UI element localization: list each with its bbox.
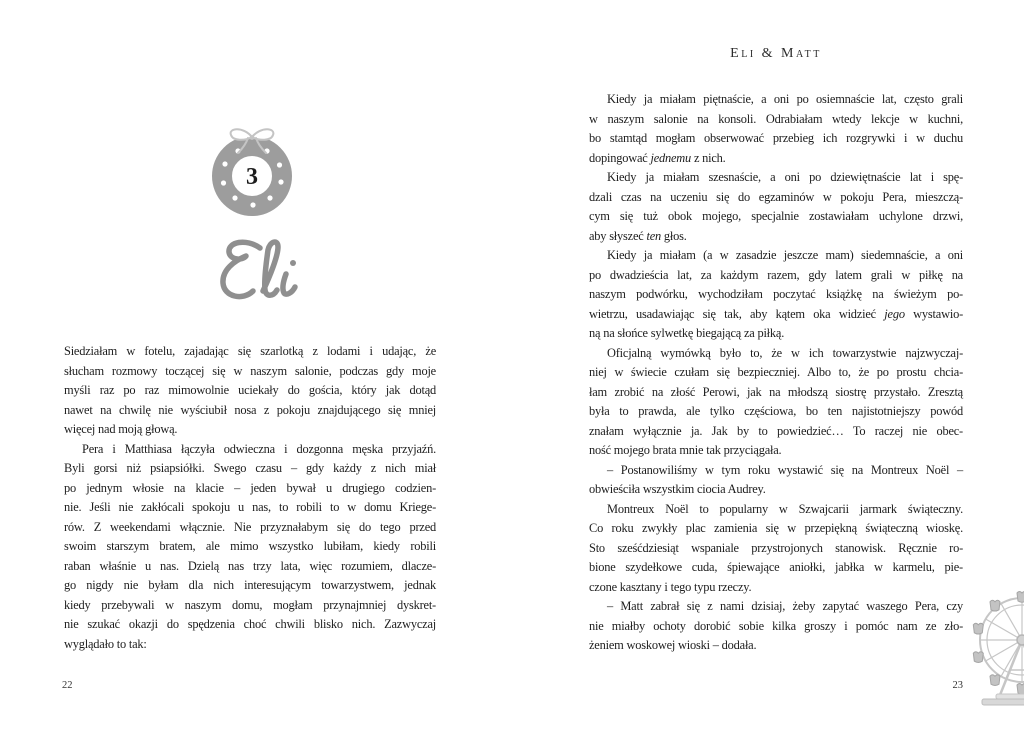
chapter-title-script <box>200 236 304 310</box>
text-line: nie miałby ochoty dorobić sobie kilka groszy i pomóc nam ze zło- <box>589 618 963 633</box>
text-line: żeniem woskowej wioski – dodała. <box>589 638 757 652</box>
text-line: – Postanowiliśmy w tym roku wystawić się na Montreux Noël – <box>607 462 963 477</box>
text-line: bo stamtąd mogłam obserwować przebieg ich rozgrywki i w duchu <box>589 131 963 145</box>
text-line: Byli gorsi niż psiapsiółki. Swego czasu – gdy każdy z nich miał <box>64 461 436 475</box>
page-number-left: 22 <box>62 680 73 691</box>
right-page-text <box>589 90 963 656</box>
text-line: była to prawda, ale tylko częściowa, bo ten najistotniejszy powód <box>589 404 963 418</box>
text-line: Montreux Noël to popularny w Szwajcarii jarmark świąteczny. <box>607 501 963 516</box>
text-line: dopingować jednemu z nich. <box>589 150 726 165</box>
paragraph <box>589 597 963 656</box>
text-line: nie szukać okazji do spędzenia choć chwili blisko nich. Zazwyczaj <box>64 617 436 631</box>
text-line: – Matt zabrał się z nami dzisiaj, żeby zapytać waszego Pera, czy <box>607 599 963 613</box>
text-line: aby słyszeć ten głos. <box>589 228 687 243</box>
text-line: czone kasztany i tego typu rzeczy. <box>589 579 752 594</box>
text-line: w naszym salonie na konsoli. Odrabiałam wtedy lekcje w kuchni, <box>589 111 963 126</box>
text-line: obwieściła wszystkim ciocia Audrey. <box>589 482 766 496</box>
paragraph <box>589 90 963 168</box>
running-header: Eli & Matt <box>730 46 822 61</box>
text-line: naszym podwórku, wychodziłam poczytać książkę na świeżym po- <box>589 287 963 301</box>
paragraph <box>589 461 963 500</box>
paragraph <box>589 168 963 246</box>
text-line: ną na słońce sylwetkę biegającą za piłką. <box>589 326 785 340</box>
text-line: kiedy przebywali w naszym domu, mogłam przynajmniej dyskret- <box>64 597 436 612</box>
text-line: po dwadzieścia lat, za każdym razem, gdy latem grali w piłkę na <box>589 267 963 282</box>
text-line: Pera i Matthiasa łączyła odwieczna i dozgonna męska przyjaźń. <box>82 441 436 456</box>
text-line: Kiedy ja miałam szesnaście, a oni po dziewiętnaście lat i spę- <box>607 170 963 184</box>
text-line: więcej nad moją głową. <box>64 422 178 436</box>
text-line: Co roku zwykły plac zamienia się w przepiękną świąteczną wioskę. <box>589 521 963 535</box>
text-line: znałam wyłącznie ja. Jak by to powiedzieć… To raczej nie obec- <box>589 423 963 438</box>
right-page <box>512 0 1024 749</box>
text-line: łam zrobić na złość Perowi, jak na młodszą siostrę przystało. Zresztą <box>589 384 963 399</box>
text-line: niej w świecie czułam się bezpieczniej. Albo to, że po prostu chcia- <box>589 365 963 379</box>
text-line: nie. Jeśli nie zakłócali spokoju u nas, to robili to w domu Kriege- <box>64 500 436 514</box>
paragraph <box>589 246 963 344</box>
text-line: Sto sześćdziesiąt wspaniale przystrojonych stanowisk. Ręcznie ro- <box>589 540 963 555</box>
text-line: Kiedy ja miałam piętnaście, a oni po osiemnaście lat, często grali <box>607 92 963 106</box>
text-line: po jednym włosie na klacie – jeden bywał u drugiego codzien- <box>64 480 436 495</box>
text-line: słucham rozmowy toczącej się w naszym salonie, podczas gdy moje <box>64 363 436 378</box>
text-line: dzali czas na uczeniu się do egzaminów w pokoju Pera, mieszczą- <box>589 189 963 204</box>
text-line: raban właśnie u nas. Dzielą nas trzy lata, więc rozumiem, dlacze- <box>64 558 436 573</box>
left-page-text <box>64 342 436 654</box>
paragraph <box>64 440 436 655</box>
text-line: wyglądało to tak: <box>64 636 147 651</box>
paragraph <box>589 344 963 461</box>
ferris-wheel-icon <box>966 586 1024 716</box>
text-line: rów. Z weekendami włącznie. Nie przyznałabym się do tego przed <box>64 519 436 534</box>
text-line: nawet na chwilę nie wyściubił nosa z pokoju znajdującego się mniej <box>64 402 436 417</box>
text-line: Oficjalną wymówką było to, że w ich towarzystwie najzwyczaj- <box>607 345 963 360</box>
text-line: myśli raz po raz mimowolnie uciekały do gościa, który jak dotąd <box>64 383 436 397</box>
text-line: Siedziałam w fotelu, zajadając się szarlotką z lodami i udając, że <box>64 344 436 358</box>
wreath-ornament-icon <box>210 124 294 220</box>
paragraph <box>64 342 436 440</box>
text-line: Kiedy ja miałam (a w zasadzie jeszcze mam) siedemnaście, a oni <box>607 248 963 262</box>
text-line: wietrzu, usadawiając się tak, aby kątem oka widzieć jego wystawio- <box>589 306 964 321</box>
text-line: ność mojego brata mnie tak przyciągała. <box>589 443 782 457</box>
paragraph <box>589 500 963 598</box>
text-line: swoim starszym bratem, ale mimo wszystko lubiłam, kiedy robili <box>64 539 436 553</box>
text-line: go nigdy nie byłam dla nich interesującym towarzystwem, jednak <box>64 578 436 592</box>
page-number-right: 23 <box>952 680 963 691</box>
chapter-number: 3 <box>246 164 258 190</box>
text-line: bione szydełkowe cuda, śpiewające aniołki, jabłka w karmelu, pie- <box>589 560 963 574</box>
text-line: cym się tuż obok mojego, specjalnie zostawiałam uchylone drzwi, <box>589 209 963 223</box>
